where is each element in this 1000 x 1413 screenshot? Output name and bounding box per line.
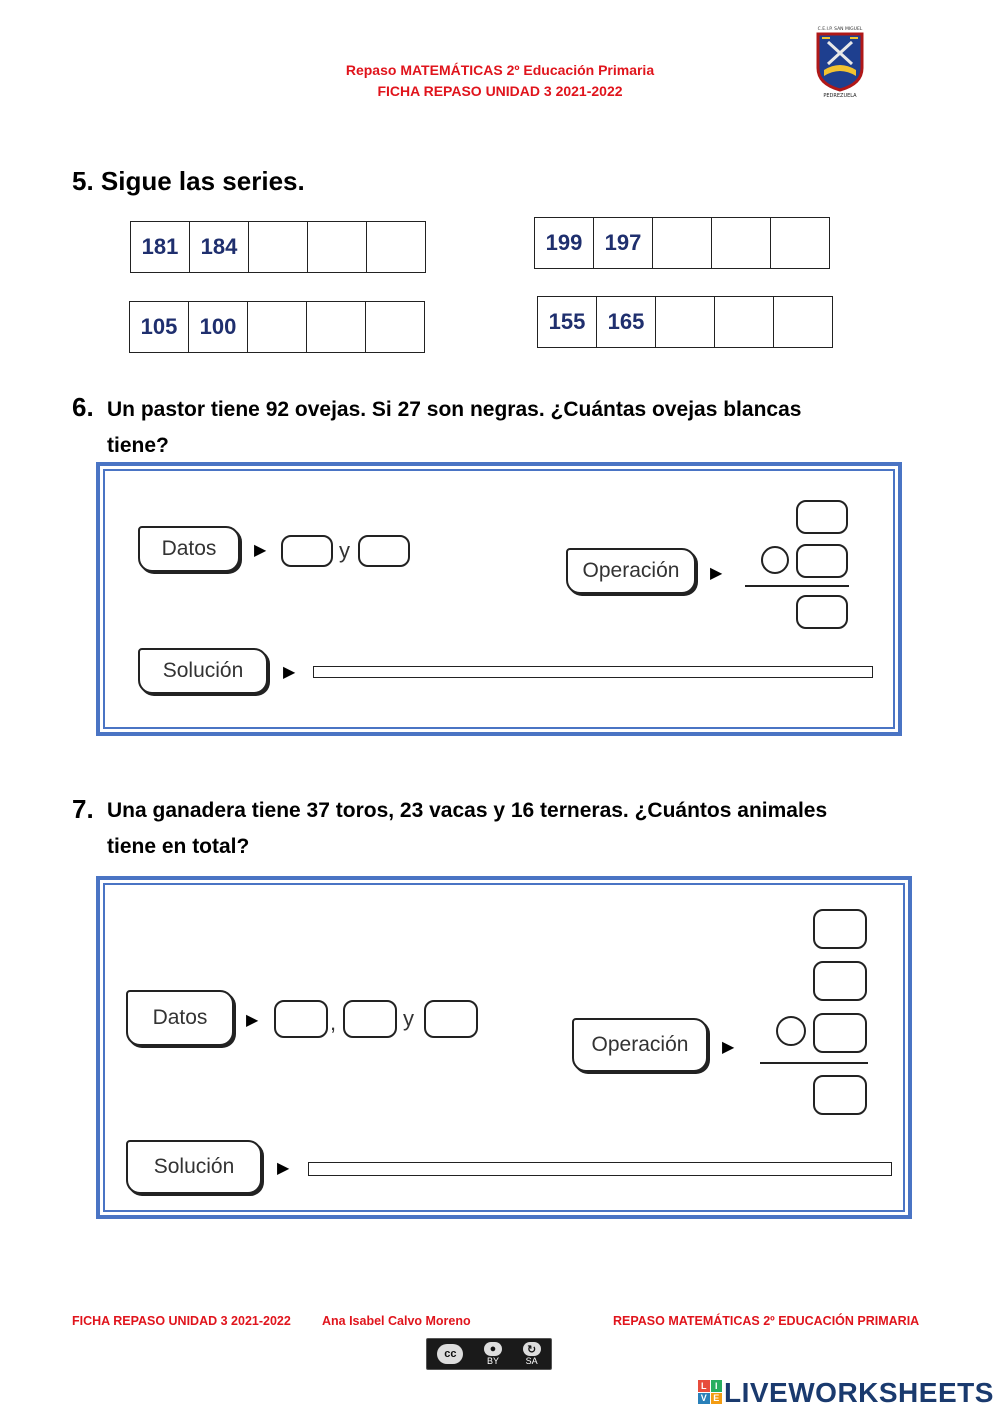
q6-op-sum-line: [745, 585, 849, 587]
school-logo: [808, 24, 872, 98]
sa-share-icon: ↻: [523, 1342, 541, 1356]
series-3-answer-1[interactable]: [248, 303, 306, 351]
q7-dato-3-box: [424, 1000, 478, 1038]
q7-text-line1: Una ganadera tiene 37 toros, 23 vacas y 16 terneras. ¿Cuántos animales: [107, 799, 828, 822]
footer-left: FICHA REPASO UNIDAD 3 2021-2022: [72, 1314, 291, 1328]
q6-dato-1-input[interactable]: [283, 537, 335, 567]
q6-dato-2-box: [358, 535, 410, 567]
series-1: [130, 221, 426, 273]
q5-heading: [72, 166, 305, 197]
series-2-value-1: 199: [535, 218, 594, 268]
series-4-value-1: 155: [538, 297, 597, 347]
series-4-answer-1[interactable]: [656, 298, 714, 346]
cc-sa-group: [523, 1342, 541, 1366]
q6-op-sign-circle[interactable]: [761, 546, 789, 574]
by-person-icon: ●: [484, 1342, 502, 1356]
q6-text-line1: Un pastor tiene 92 ovejas. Si 27 son negras. ¿Cuántas ovejas blancas: [107, 398, 802, 421]
q7-dato-1-box: [274, 1000, 328, 1038]
q6-solucion-field: [313, 666, 873, 678]
q7-op-result-box: [813, 1075, 867, 1115]
q6-answer-box: [96, 462, 902, 736]
q7-op-second-box: [813, 961, 867, 1001]
series-1-answer-1[interactable]: [249, 223, 307, 271]
q7-operacion-arrow: ▶: [722, 1039, 735, 1056]
q5-title: Sigue las series.: [100, 166, 305, 196]
q7-dato-connector: y: [403, 1006, 414, 1031]
q6-op-top-box: [796, 500, 848, 534]
liveworksheets-logo-icon: L I V E: [698, 1380, 722, 1404]
q7-text-line2: tiene en total?: [107, 835, 250, 858]
footer-author: Ana Isabel Calvo Moreno: [322, 1314, 471, 1328]
series-3-value-1: 105: [130, 302, 189, 352]
q7-op-sign-circle[interactable]: [776, 1016, 806, 1046]
series-3-answer-2[interactable]: [307, 303, 365, 351]
q6-op-middle-box: [796, 544, 848, 578]
q6-op-middle-input[interactable]: [798, 546, 850, 578]
school-name: C.E.I.P. SAN MIGUEL: [817, 27, 863, 32]
series-3-answer-3[interactable]: [366, 303, 424, 351]
q6-dato-connector: y: [339, 538, 350, 563]
q7-op-first-input[interactable]: [815, 911, 869, 949]
series-2: [534, 217, 830, 269]
q7-dato-3-input[interactable]: [426, 1002, 480, 1038]
q6-dato-2-input[interactable]: [360, 537, 412, 567]
header-subtitle: FICHA REPASO UNIDAD 3 2021-2022: [377, 83, 623, 99]
q7-solucion-arrow: ▶: [277, 1160, 290, 1177]
q7-number: 7.: [72, 794, 94, 824]
q5-number: 5.: [72, 166, 94, 196]
series-3: [129, 301, 425, 353]
header-title: Repaso MATEMÁTICAS 2º Educación Primaria: [345, 62, 655, 78]
series-1-value-2: 184: [190, 222, 249, 272]
q6-text-line2: tiene?: [107, 434, 169, 457]
q7-op-third-box: [813, 1013, 867, 1053]
cc-sa-label: SA: [525, 1356, 538, 1366]
q7-dato-2-box: [343, 1000, 397, 1038]
q7-op-second-input[interactable]: [815, 963, 869, 1001]
q7-dato-comma: ,: [330, 1010, 337, 1035]
q6-solucion-arrow: ▶: [283, 664, 296, 681]
q6-op-result-input[interactable]: [798, 597, 850, 629]
q6-operacion-arrow: ▶: [710, 565, 723, 582]
q6-operacion-label: Operación: [566, 548, 696, 594]
q7-op-first-box: [813, 909, 867, 949]
q7-dato-1-input[interactable]: [276, 1002, 330, 1038]
q6-dato-1-box: [281, 535, 333, 567]
q7-solucion-label: Solución: [126, 1140, 262, 1194]
q6-solucion-label: Solución: [138, 648, 268, 694]
q7-dato-2-input[interactable]: [345, 1002, 399, 1038]
cc-license-badge: [426, 1338, 552, 1370]
q6-number: 6.: [72, 392, 94, 422]
q7-op-third-input[interactable]: [815, 1015, 869, 1053]
q6-datos-label: Datos: [138, 526, 240, 572]
series-4-answer-2[interactable]: [715, 298, 773, 346]
cc-by-group: [484, 1342, 502, 1366]
q7-solucion-input[interactable]: [309, 1168, 891, 1180]
series-2-answer-1[interactable]: [653, 219, 711, 267]
school-place: PEDREZUELA: [823, 93, 857, 98]
q7-solucion-field: [308, 1162, 892, 1176]
series-2-answer-2[interactable]: [712, 219, 770, 267]
series-4-answer-3[interactable]: [774, 298, 832, 346]
series-4: [537, 296, 833, 348]
series-1-value-1: 181: [131, 222, 190, 272]
series-2-answer-3[interactable]: [771, 219, 829, 267]
series-1-answer-2[interactable]: [308, 223, 366, 271]
series-4-value-2: 165: [597, 297, 656, 347]
cc-icon: cc: [437, 1344, 463, 1364]
q6-op-top-input[interactable]: [798, 502, 850, 534]
series-1-answer-3[interactable]: [367, 223, 425, 271]
q7-op-sum-line: [760, 1062, 868, 1064]
q6-solucion-input[interactable]: [314, 673, 872, 683]
series-3-value-2: 100: [189, 302, 248, 352]
q7-datos-arrow: ▶: [246, 1012, 259, 1029]
footer-right: REPASO MATEMÁTICAS 2º EDUCACIÓN PRIMARIA: [613, 1314, 920, 1328]
q7-operacion-label: Operación: [572, 1018, 708, 1072]
series-2-value-2: 197: [594, 218, 653, 268]
q7-datos-label: Datos: [126, 990, 234, 1046]
cc-by-label: BY: [486, 1356, 499, 1366]
q6-op-result-box: [796, 595, 848, 629]
q6-datos-arrow: ▶: [254, 542, 267, 559]
q7-op-result-input[interactable]: [815, 1077, 869, 1115]
liveworksheets-brand: LIVEWORKSHEETS: [724, 1377, 994, 1408]
